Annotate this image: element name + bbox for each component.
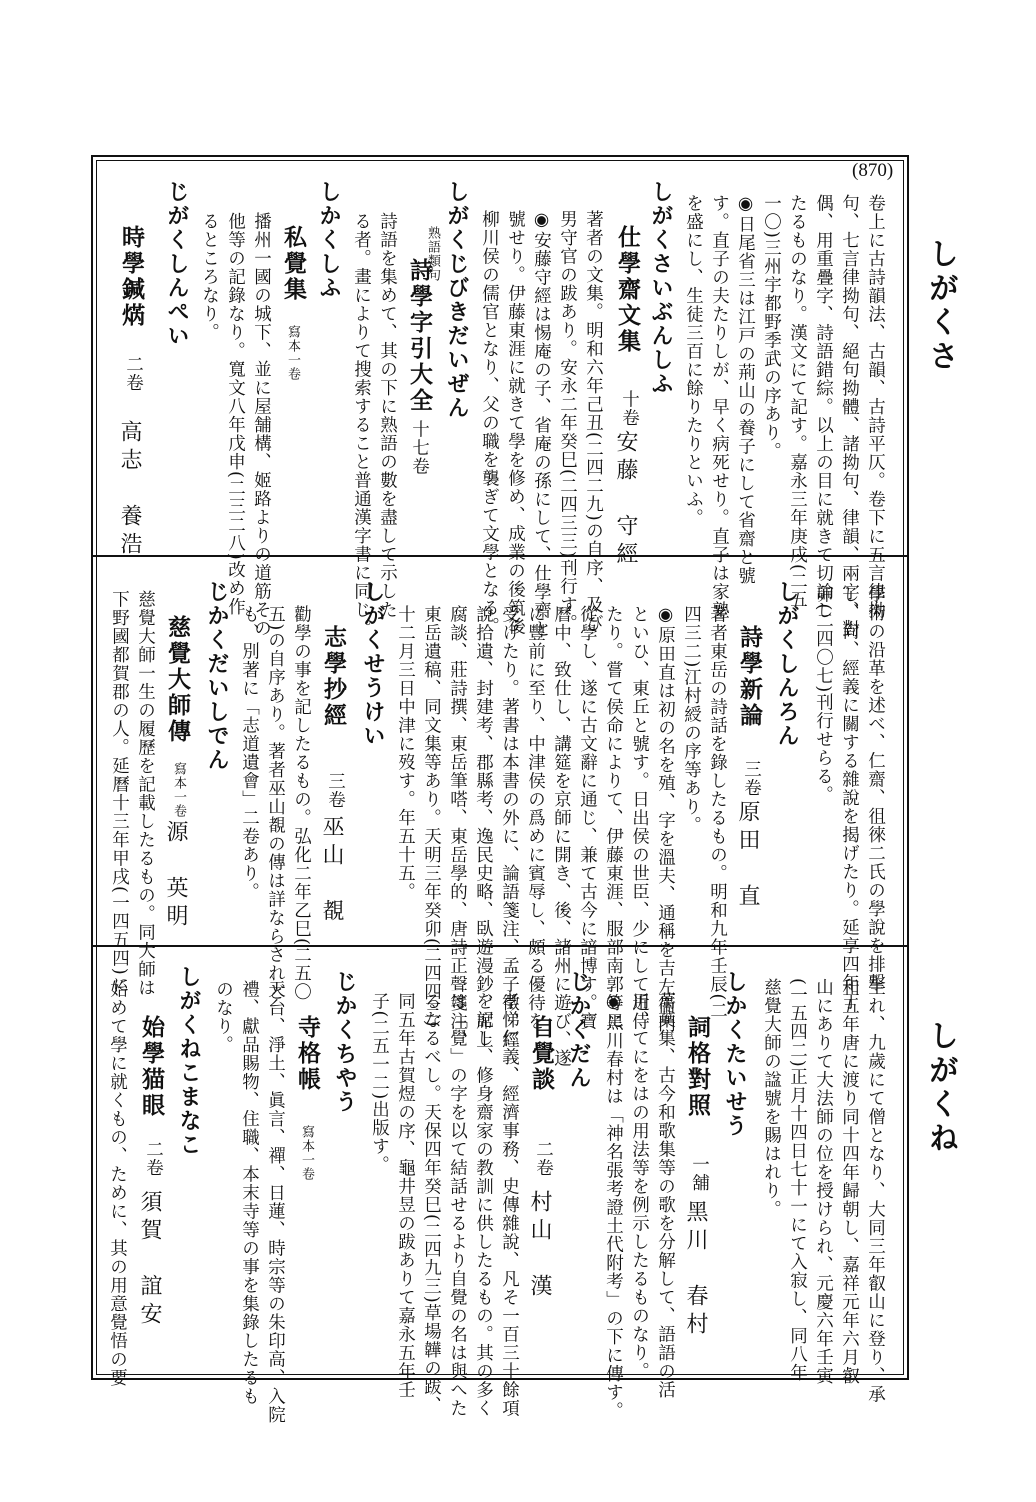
text-line: 播州一國の城下、並に屋舗構、姬路よりの道筋その bbox=[251, 212, 272, 638]
text-line: 卯(二四〇七)刊行せらる。 bbox=[813, 585, 834, 805]
text-line: 勸學の事を記したるもの。弘化二年乙巳(二五〇 bbox=[291, 605, 312, 1002]
heading-shigakusa: しがくさ bbox=[923, 238, 958, 374]
entry-title: 仕學齋文集 bbox=[614, 225, 641, 355]
text-line: 男守官の跋あり。安永二年癸巳(二四三三)刊行す。 bbox=[557, 210, 578, 633]
text-line: 十二月三日中津に歿す。年五十五。 bbox=[395, 605, 416, 901]
entry-volumes: 三卷 bbox=[325, 772, 346, 809]
text-line: 山にありて大法師の位を授けられ、元慶六年壬寅 bbox=[813, 978, 834, 1385]
entry-yomi: しがくさいぶんしふ bbox=[648, 180, 674, 396]
entry-title: 自覺談 bbox=[528, 1015, 555, 1093]
text-line: たるものなり。漢文にて記す。嘉永三年庚戌(二五 bbox=[787, 194, 808, 609]
entry-title: 志學抄經 bbox=[320, 625, 347, 729]
entry-volumes: 三卷 bbox=[741, 760, 762, 797]
text-line: 從學し、遂に古文辭に通じ、兼て古今に諳博す。寶 bbox=[577, 605, 598, 1031]
entry-yomi: じかくだん bbox=[566, 970, 592, 1090]
text-line: 慈覺大師一生の履歷を記載したるもの。同大師は bbox=[135, 590, 156, 997]
entry-title: 詩學字引大全 bbox=[406, 258, 433, 414]
text-line: のなり。 bbox=[213, 980, 234, 1054]
text-line: 和五年唐に渡り同十四年歸朝し、嘉祥元年六月叡 bbox=[839, 978, 860, 1385]
text-line: ◉黑川春村は「神名張考證土代附考」の下に傳す。 bbox=[603, 992, 624, 1420]
entry-yomi: しがくしんろん bbox=[774, 580, 800, 748]
entry-volumes: 十卷 bbox=[619, 390, 640, 427]
text-line: 柳川侯の儒官となり、父の職を襲ぎて文學となる。 bbox=[479, 210, 500, 636]
text-line: 一〇)三州宇都野季武の序あり。 bbox=[761, 194, 782, 461]
entry-title: 慈覺大師傳 bbox=[164, 615, 191, 745]
text-line: ◉日尾省三は江戸の荊山の養子にして省齋と號 bbox=[735, 194, 756, 585]
text-line: るところなり。 bbox=[199, 212, 220, 342]
entry-author: 原田 直 bbox=[735, 800, 760, 912]
entry-yomi: しがくねこまなこ bbox=[176, 965, 202, 1157]
text-line: し、尙、經義に關する雜說を揭げたり。延享四年丁 bbox=[839, 585, 860, 1011]
entry-author: 高志 養浩 bbox=[117, 420, 142, 560]
text-line: ◉安藤守經は惕庵の子、省庵の孫にして、仕學齋と bbox=[531, 210, 552, 638]
text-line: に豐前に至り、中津侯の爲めに賓辱し、頗る優待を bbox=[525, 605, 546, 1031]
entry-volumes: 寫本一卷 bbox=[171, 762, 186, 818]
entry-volumes: 寫本一卷 bbox=[285, 325, 300, 381]
entry-author: 黑川 春村 bbox=[683, 1200, 708, 1340]
entry-title: 始學猫眼 bbox=[138, 1015, 165, 1119]
text-line: 偶、用重疊字、詩語錯綜。以上の目に就きて切論し bbox=[813, 194, 834, 620]
text-line: 他等の記錄なり。寬文八年戊申(二三二八)改め作 bbox=[225, 212, 246, 617]
text-line: 東岳遺稿、同文集等あり。天明三年癸卯(二四四三) bbox=[421, 605, 442, 1028]
text-line: 生れ、九歲にて僧となり、大同三年叡山に登り、承 bbox=[865, 978, 886, 1404]
text-line: 著者の文集。明和六年己丑(二四二九)の自序、及び bbox=[583, 210, 604, 633]
entry-yomi: しかくたいせう bbox=[722, 970, 748, 1138]
heading-shigakune: しがくね bbox=[923, 1020, 958, 1156]
entry-volumes: 二卷 bbox=[123, 355, 144, 392]
text-line: 天台、淨土、眞言、禪、日蓮、時宗等の朱印高、入院 bbox=[265, 980, 286, 1424]
entry-author: 安藤 守經 bbox=[613, 430, 638, 570]
text-line: 五)の自序あり。著者巫山覩の傳は詳ならされど bbox=[265, 605, 286, 1002]
entry-title: 寺格帳 bbox=[294, 1015, 321, 1093]
entry-author: 須賀 誼安 bbox=[137, 1190, 162, 1330]
text-line: 句、七言律拗句、絕句拗體、諸拗句、律韻、兩字、對 bbox=[839, 194, 860, 638]
text-line: す。直子の夫たりしが、早く病死せり。直子は家塾 bbox=[709, 194, 730, 620]
text-line: (一五四二)正月十四日七十一にて入寂し、同八年 bbox=[787, 978, 808, 1383]
entry-yomi: しがくじびきだいぜん bbox=[444, 180, 470, 420]
text-line: 說拾遺、封建考、郡縣考、逸民史略、臥遊漫鈔、席上 bbox=[473, 605, 494, 1049]
entry-volumes: 十七卷 bbox=[409, 420, 430, 476]
text-line: 卷上に古詩韻法、古韻、古詩平仄。卷下に五言律拗 bbox=[865, 194, 886, 620]
text-line: 始めて學に就くもの、ために、其の用意覺悟の要 bbox=[107, 980, 128, 1387]
entry-author: 源 英明 bbox=[163, 820, 188, 932]
text-line: 號せり。伊藤東涯に就きて學を修め、成業の後筑後 bbox=[505, 210, 526, 636]
text-line: 子(二五一二)出版す。 bbox=[369, 992, 390, 1175]
text-line: 慈覺大師の諡號を賜はれり。 bbox=[761, 978, 782, 1219]
text-line: 詩語を集めて、其の下に熟語の數を盡して示した bbox=[377, 212, 398, 619]
entry-title: 詞格對照 bbox=[684, 1015, 711, 1119]
entry-author: 巫山 覩 bbox=[319, 815, 344, 927]
text-line: ◉原田直は初の名を殖、字を溫夫、通稱を吉左衞門 bbox=[655, 605, 676, 1033]
entry-author: 村山 漢 bbox=[527, 1190, 552, 1302]
entry-yomi: じがくしんぺい bbox=[164, 180, 190, 348]
text-line: 腐談、莊詩撰、東岳筆嗒、東岳學的、唐詩正聲箋注、 bbox=[447, 605, 468, 1049]
text-line: は「覺」の字を以て結話せるより自覺の名は與へた bbox=[447, 992, 468, 1418]
page-number: (870) bbox=[852, 160, 894, 181]
text-line: 學術の沿革を述べ、仁齋、徂徠二氏の學說を排擊 bbox=[865, 585, 886, 992]
entry-volumes: 二卷 bbox=[143, 1140, 164, 1177]
entry-yomi: しがくせうけい bbox=[360, 580, 386, 748]
entry-volumes: 二卷 bbox=[533, 1140, 554, 1177]
text-line: を盛にし、生徒三百に餘りたりといふ。 bbox=[683, 194, 704, 527]
entry-title-note: 熟語類句 bbox=[425, 226, 440, 282]
entry-title: 時學鍼焫 bbox=[118, 225, 145, 329]
entry-volumes: 寫本一卷 bbox=[299, 1125, 314, 1181]
entry-yomi: じかくだいしでん bbox=[204, 580, 230, 772]
text-line: る者。畫によりて搜索すること普通漢字書に同じ。 bbox=[351, 212, 372, 638]
text-line: を記し、修身齋家の教訓に供したるもの。其の多く bbox=[473, 992, 494, 1418]
text-line: 四三二)江村綬の序等あり。 bbox=[681, 605, 702, 835]
text-line: といひ、東丘と號す。日出侯の世臣、少にして近侍 bbox=[629, 605, 650, 1031]
text-line: 曆中、致仕し、講筵を京師に開き、後、諸州に遊び、遂 bbox=[551, 605, 572, 1068]
entry-title: 詩學新論 bbox=[736, 625, 763, 729]
section-divider-top bbox=[93, 555, 907, 557]
text-line: 用、てにをはの用法等を例示したるものなり。 bbox=[629, 992, 650, 1381]
text-line: 同五年古賀煜の序、龜井昱の跋ありて嘉永五年壬 bbox=[395, 992, 416, 1399]
text-line: るなるべし。天保四年癸巳(二四九三)草場韡の跋、 bbox=[421, 992, 442, 1415]
text-line: 孝悌仁義、經濟事務、史傳雜說、凡そ一百三十餘項 bbox=[499, 992, 520, 1418]
text-line: 著者東岳の詩話を錄したるもの。明和九年壬辰(二 bbox=[707, 605, 728, 1020]
text-line: 萬葉集、古今和歌集等の歌を分解して、語語の活 bbox=[655, 992, 676, 1399]
text-line: も、別著に「志道遺會」二卷あり。 bbox=[239, 605, 260, 901]
text-line: 受けたり。著書は本書の外に、論語箋注、孟子徵、經 bbox=[499, 605, 520, 1049]
text-line: 禮、獻品賜物、住職、本末寺等の事を集錄したるも bbox=[239, 980, 260, 1406]
entry-volumes: 一舖 bbox=[689, 1155, 710, 1192]
text-line: 下野國都賀郡の人。延曆十三年甲戌(一四五四)に bbox=[109, 590, 130, 995]
entry-yomi: じかくちやう bbox=[332, 970, 358, 1114]
entry-title: 私覺集 bbox=[280, 225, 307, 303]
text-line: たり。嘗て侯命によりて、伊藤東涯、服部南郭等に bbox=[603, 605, 624, 1031]
entry-yomi: しかくしふ bbox=[316, 180, 342, 300]
